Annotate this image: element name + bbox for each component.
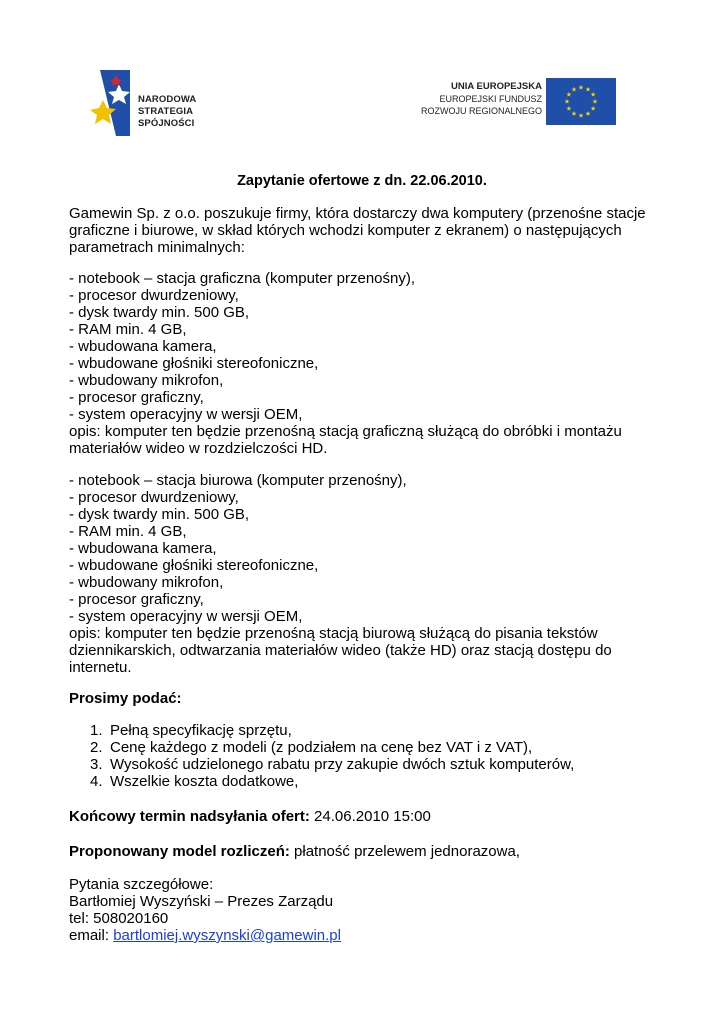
spec-item: - procesor graficzny,	[69, 389, 204, 406]
spec-item: - procesor graficzny,	[69, 591, 204, 608]
spec-graphic-section	[69, 270, 659, 457]
spec-item: - RAM min. 4 GB,	[69, 523, 187, 540]
deadline-line	[69, 808, 659, 825]
spec-item: - dysk twardy min. 500 GB,	[69, 304, 250, 321]
spec-item: - wbudowane głośniki stereofoniczne,	[69, 355, 319, 372]
spec-item: - notebook – stacja graficzna (komputer przenośny),	[69, 270, 416, 287]
eu-logo	[410, 78, 616, 126]
eu-logo-text	[421, 81, 542, 117]
spec-item: - wbudowany mikrofon,	[69, 574, 224, 591]
list-number: 3.	[90, 756, 103, 773]
spec-item: - dysk twardy min. 500 GB,	[69, 506, 250, 523]
list-text: Wszelkie koszta dodatkowe,	[110, 773, 299, 790]
nss-emblem-icon	[90, 70, 130, 136]
request-heading: Prosimy podać:	[69, 690, 182, 707]
list-number: 4.	[90, 773, 103, 790]
list-item	[90, 739, 650, 756]
spec-item: - wbudowany mikrofon,	[69, 372, 224, 389]
spec-description: opis: komputer ten będzie przenośną stacją biurową służącą do pisania tekstów dziennikarskich, odtwarzania materiałów wideo (także HD) oraz stacją dostępu do internetu.	[69, 625, 612, 676]
nss-logo-text	[138, 94, 250, 130]
spec-item: - system operacyjny w wersji OEM,	[69, 608, 303, 625]
contact-person: Bartłomiej Wyszyński – Prezes Zarządu	[69, 893, 334, 910]
page-title: Zapytanie ofertowe z dn. 22.06.2010.	[237, 173, 487, 189]
spec-item: - procesor dwurdzeniowy,	[69, 489, 239, 506]
email-link[interactable]: bartlomiej.wyszynski@gamewin.pl	[113, 927, 341, 944]
list-number: 2.	[90, 739, 103, 756]
nss-line1: NARODOWA	[138, 94, 197, 105]
spec-office-section	[69, 472, 659, 676]
spec-item: - wbudowana kamera,	[69, 338, 217, 355]
eu-line2: EUROPEJSKI FUNDUSZ	[439, 94, 542, 104]
contact-section	[69, 876, 659, 944]
intro-paragraph: Gamewin Sp. z o.o. poszukuje firmy, która dostarczy dwa komputery (przenośne stacje graficzne i biurowe, w skład których wchodzi komputer z ekranem) o następujących parametrach minimalnych:	[69, 205, 646, 256]
spec-item: - system operacyjny w wersji OEM,	[69, 406, 303, 423]
contact-email-line	[69, 927, 659, 944]
spec-item: - notebook – stacja biurowa (komputer przenośny),	[69, 472, 407, 489]
eu-flag-icon	[546, 78, 616, 125]
contact-phone: tel: 508020160	[69, 910, 169, 927]
eu-line3: ROZWOJU REGIONALNEGO	[420, 106, 542, 116]
payment-model-label: Proponowany model rozliczeń:	[69, 843, 290, 860]
spec-item: - wbudowane głośniki stereofoniczne,	[69, 557, 319, 574]
nss-line2: STRATEGIA SPÓJNOŚCI	[138, 106, 195, 129]
deadline-label: Końcowy termin nadsyłania ofert:	[69, 808, 310, 825]
contact-email-label: email:	[69, 927, 114, 944]
spec-item: - wbudowana kamera,	[69, 540, 217, 557]
list-item	[90, 773, 650, 790]
nss-logo	[90, 70, 250, 136]
spec-description: opis: komputer ten będzie przenośną stacją graficzną służącą do obróbki i montażu materiałów wideo w rozdzielczości HD.	[69, 423, 622, 457]
deadline-value: 24.06.2010 15:00	[309, 808, 431, 825]
request-list	[90, 722, 650, 790]
payment-model-value: płatność przelewem jednorazowa,	[289, 843, 520, 860]
list-text: Wysokość udzielonego rabatu przy zakupie dwóch sztuk komputerów,	[110, 756, 575, 773]
list-number: 1.	[90, 722, 103, 739]
list-text: Pełną specyfikację sprzętu,	[110, 722, 292, 739]
spec-item: - RAM min. 4 GB,	[69, 321, 187, 338]
eu-title: UNIA EUROPEJSKA	[451, 81, 542, 92]
list-item	[90, 756, 650, 773]
list-text: Cenę każdego z modeli (z podziałem na cenę bez VAT i z VAT),	[110, 739, 533, 756]
list-item	[90, 722, 650, 739]
spec-item: - procesor dwurdzeniowy,	[69, 287, 239, 304]
contact-heading: Pytania szczegółowe:	[69, 876, 214, 893]
payment-model-line	[69, 843, 659, 860]
